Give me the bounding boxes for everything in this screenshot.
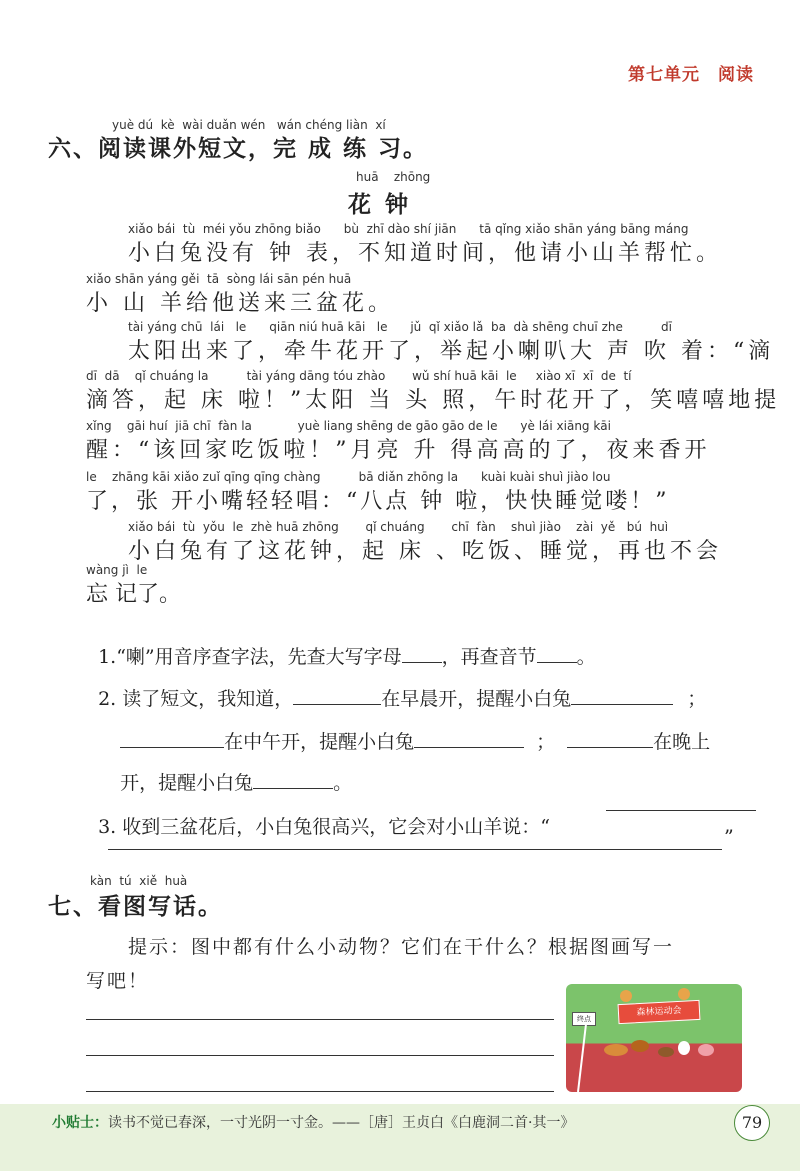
answer-line[interactable] — [606, 810, 756, 811]
q2-text: 开，提醒小白兔 — [120, 772, 254, 794]
q2-text: 在晚上 — [653, 731, 711, 753]
writing-line[interactable] — [86, 1019, 554, 1020]
story-line: 小白兔有了这花钟，起 床 、吃饭、睡觉，再也不会 — [128, 539, 722, 564]
q1-text: 。 — [576, 646, 596, 668]
q2-text: 在中午开，提醒小白兔 — [224, 731, 415, 753]
story-line: 了，张 开小嘴轻轻唱：“八点 钟 啦，快快睡觉喽！” — [86, 489, 670, 514]
q2-text: 在早晨开，提醒小白兔 — [381, 688, 572, 710]
hint-line: 写吧！ — [86, 970, 150, 992]
section7-pinyin: kàn tú xiě huà — [90, 874, 188, 888]
story-line: 滴答，起 床 啦！”太阳 当 头 照，午时花开了，笑嘻嘻地提 — [86, 388, 781, 413]
q3-text: 3. 收到三盆花后，小白兔很高兴，它会对小山羊说：“ — [98, 816, 550, 838]
story-line: 忘 记了。 — [86, 582, 181, 607]
answer-blank[interactable] — [253, 787, 333, 789]
tip-text: 读书不觉已春深，一寸光阴一寸金。——［唐］王贞白《白鹿洞二首·其一》 — [108, 1115, 575, 1131]
question-2-line1 — [86, 662, 706, 711]
q1-text: ，再查音节 — [441, 646, 537, 668]
animals-icon — [566, 984, 742, 1092]
q2-text: ； — [536, 731, 556, 753]
writing-line[interactable] — [86, 1091, 554, 1092]
story-line: 太阳出来了，牵牛花开了，举起小喇叭大 声 吹 着：“滴 — [128, 339, 775, 364]
story-title: 花钟 — [348, 191, 422, 218]
answer-line[interactable] — [108, 849, 722, 850]
sports-meet-illustration — [566, 984, 742, 1092]
banner: 森林运动会 — [618, 1000, 701, 1024]
q2-text: ； — [687, 688, 707, 710]
closing-quote: ” — [724, 826, 734, 848]
q2-text: 。 — [333, 772, 353, 794]
q2-text: 2. 读了短文，我知道， — [98, 688, 294, 710]
story-line-pinyin: dī dā qǐ chuáng la tài yáng dāng tóu zhào wǔ shí huā kāi le xiào xī xī de tí — [86, 369, 632, 383]
q1-text: 1.“喇”用音序查字法，先查大写字母 — [98, 646, 402, 668]
unit-header: 第七单元 阅读 — [628, 65, 754, 85]
writing-line[interactable] — [86, 1055, 554, 1056]
story-line-pinyin: tài yáng chū lái le qiān niú huā kāi le jǔ qǐ xiǎo lǎ ba dà shēng chuī zhe dī — [128, 320, 672, 334]
story-line-pinyin: xiǎo bái tù méi yǒu zhōng biǎo bù zhī dào shí jiān tā qǐng xiǎo shān yáng bāng máng — [128, 222, 689, 236]
answer-blank[interactable] — [414, 746, 524, 748]
question-2-line3 — [108, 746, 352, 795]
answer-blank[interactable] — [567, 746, 653, 748]
section7-heading: 七、看图写话。 — [48, 893, 223, 920]
story-line-pinyin: wàng jì le — [86, 563, 148, 577]
footer-tip — [52, 1112, 574, 1132]
finish-sign: 终点 — [572, 1012, 596, 1026]
story-line-pinyin: xiǎo bái tù yǒu le zhè huā zhōng qǐ chuáng chī fàn shuì jiào zài yě bú huì — [128, 520, 669, 534]
question-3 — [86, 790, 550, 839]
story-title-pinyin: huā zhōng — [356, 170, 431, 184]
story-line: 小 山 羊给他送来三盆花。 — [86, 291, 394, 316]
story-line-pinyin: xiǎo shān yáng gěi tā sòng lái sān pén huā — [86, 272, 352, 286]
story-line-pinyin: le zhāng kāi xiǎo zuǐ qīng qīng chàng bā diǎn zhōng la kuài kuài shuì jiào lou — [86, 470, 611, 484]
section6-heading: 六、阅读课外短文，完 成 练 习。 — [48, 135, 429, 162]
page-number: 79 — [734, 1105, 770, 1141]
tip-label: 小贴士： — [52, 1115, 108, 1131]
story-line-pinyin: xǐng gāi huí jiā chī fàn la yuè liang shēng de gāo gāo de le yè lái xiāng kāi — [86, 419, 611, 433]
section6-pinyin: yuè dú kè wài duǎn wén wán chéng liàn xí — [112, 118, 386, 132]
hint-line: 提示：图中都有什么小动物？它们在干什么？根据图画写一 — [128, 936, 675, 958]
story-line: 小白兔没有 钟 表，不知道时间，他请小山羊帮忙。 — [128, 241, 722, 266]
story-line: 醒：“该回家吃饭啦！”月亮 升 得高高的了，夜来香开 — [86, 438, 711, 463]
